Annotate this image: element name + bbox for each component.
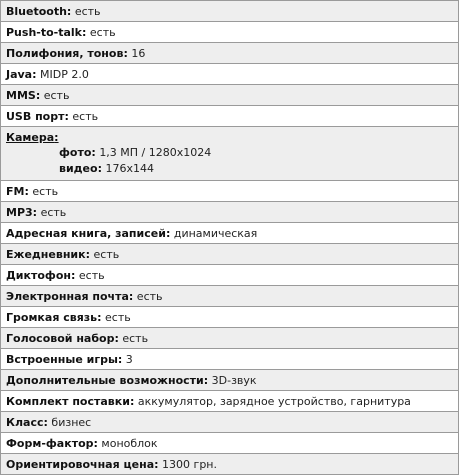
camera-photo: фото: 1,3 МП / 1280x1024 bbox=[59, 146, 212, 159]
spec-subvalue: 176x144 bbox=[105, 162, 154, 175]
spec-row-form-factor: Форм-фактор : моноблок bbox=[1, 433, 458, 454]
spec-value: моноблок bbox=[101, 436, 158, 450]
spec-label: MP3 bbox=[6, 205, 33, 219]
spec-label: Класс bbox=[6, 415, 44, 429]
spec-row-usb: USB порт : есть bbox=[1, 106, 458, 127]
spec-row-mms: MMS : есть bbox=[1, 85, 458, 106]
spec-label: Ежедневник bbox=[6, 247, 86, 261]
spec-value: динамическая bbox=[173, 226, 258, 240]
spec-row-extras: Дополнительные возможности : 3D-звук bbox=[1, 370, 458, 391]
spec-sublabel: фото bbox=[59, 146, 92, 159]
spec-value: есть bbox=[78, 268, 105, 282]
spec-row-voice-dial: Голосовой набор : есть bbox=[1, 328, 458, 349]
spec-value: есть bbox=[32, 184, 59, 198]
spec-row-email: Электронная почта : есть bbox=[1, 286, 458, 307]
spec-row-fm: FM : есть bbox=[1, 181, 458, 202]
spec-label: FM bbox=[6, 184, 25, 198]
spec-value: есть bbox=[72, 109, 99, 123]
spec-value: есть bbox=[105, 310, 131, 324]
spec-value: аккумулятор, зарядное устройство, гарнитура bbox=[137, 394, 411, 408]
spec-row-organizer: Ежедневник : есть bbox=[1, 244, 458, 265]
spec-subvalue: 1,3 МП / 1280x1024 bbox=[99, 146, 212, 159]
spec-label: Электронная почта bbox=[6, 289, 129, 303]
spec-label: Форм-фактор bbox=[6, 436, 94, 450]
spec-label: Полифония, тонов bbox=[6, 46, 124, 60]
spec-value: MIDP 2.0 bbox=[40, 67, 89, 81]
spec-label: MMS bbox=[6, 88, 36, 102]
spec-row-push-to-talk: Push-to-talk : есть bbox=[1, 22, 458, 43]
spec-row-mp3: MP3 : есть bbox=[1, 202, 458, 223]
spec-row-camera: Камера: фото: 1,3 МП / 1280x1024 видео: 176x144 bbox=[1, 127, 458, 181]
spec-row-java: Java : MIDP 2.0 bbox=[1, 64, 458, 85]
spec-row-bluetooth: Bluetooth : есть bbox=[1, 1, 458, 22]
spec-label: Bluetooth bbox=[6, 4, 67, 18]
spec-sublabel: видео bbox=[59, 162, 98, 175]
spec-label: Комплект поставки bbox=[6, 394, 130, 408]
spec-value: есть bbox=[43, 88, 70, 102]
spec-row-package: Комплект поставки : аккумулятор, зарядное устройство, гарнитура bbox=[1, 391, 458, 412]
spec-value: 16 bbox=[131, 46, 146, 60]
spec-value: 1300 грн. bbox=[162, 457, 217, 471]
spec-row-address-book: Адресная книга, записей : динамическая bbox=[1, 223, 458, 244]
spec-label: USB порт bbox=[6, 109, 65, 123]
spec-label: Ориентировочная цена bbox=[6, 457, 155, 471]
spec-label: Java bbox=[6, 67, 33, 81]
spec-label: Камера bbox=[6, 131, 55, 144]
spec-value: есть bbox=[40, 205, 67, 219]
spec-value: есть bbox=[136, 289, 163, 303]
spec-row-class: Класс : бизнес bbox=[1, 412, 458, 433]
spec-row-speakerphone: Громкая связь : есть bbox=[1, 307, 458, 328]
spec-label: Дополнительные возможности bbox=[6, 373, 204, 387]
spec-label: Встроенные игры bbox=[6, 352, 118, 366]
spec-value: 3D-звук bbox=[211, 373, 257, 387]
spec-row-games: Встроенные игры : 3 bbox=[1, 349, 458, 370]
spec-row-polyphony: Полифония, тонов : 16 bbox=[1, 43, 458, 64]
spec-row-voice-recorder: Диктофон : есть bbox=[1, 265, 458, 286]
camera-video: видео: 176x144 bbox=[59, 162, 154, 175]
spec-value: бизнес bbox=[51, 415, 92, 429]
spec-value: есть bbox=[93, 247, 120, 261]
spec-label: Push-to-talk bbox=[6, 25, 82, 39]
spec-row-price: Ориентировочная цена : 1300 грн. bbox=[1, 454, 458, 475]
spec-value: есть bbox=[122, 331, 149, 345]
spec-value: есть bbox=[89, 25, 116, 39]
spec-label: Громкая связь bbox=[6, 310, 98, 324]
spec-label: Адресная книга, записей bbox=[6, 226, 166, 240]
spec-value: 3 bbox=[125, 352, 133, 366]
spec-label: Голосовой набор bbox=[6, 331, 115, 345]
spec-value: есть bbox=[74, 4, 101, 18]
spec-label: Диктофон bbox=[6, 268, 71, 282]
